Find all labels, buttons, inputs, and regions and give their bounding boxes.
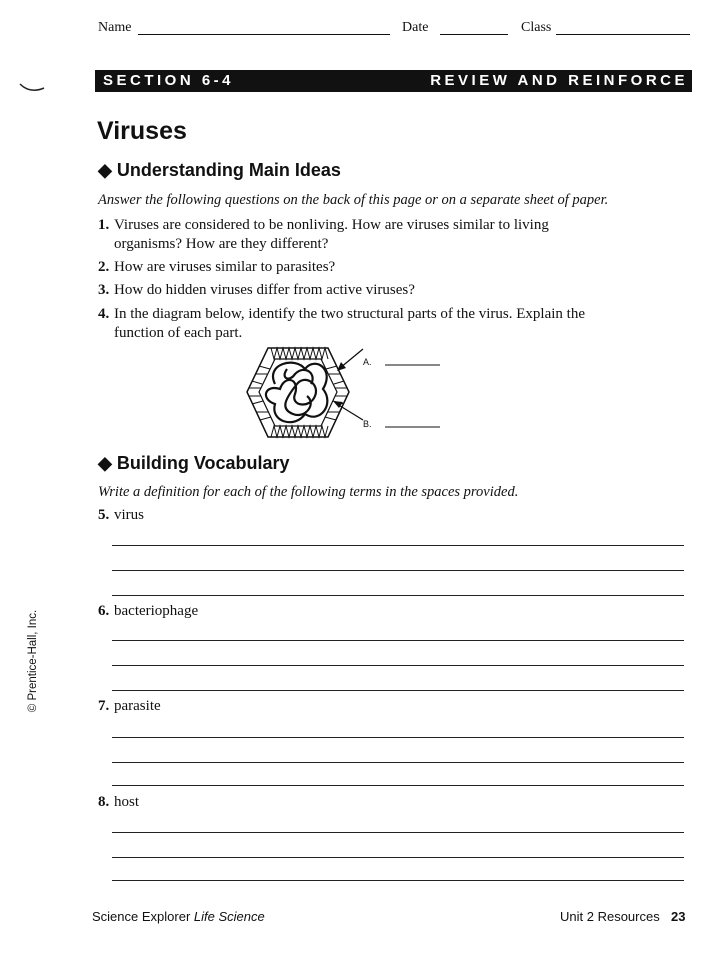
section-bar <box>95 70 692 92</box>
date-blank <box>440 34 508 35</box>
scan-mark <box>18 80 48 100</box>
name-blank <box>138 34 390 35</box>
capsid-protein-pattern <box>249 348 347 437</box>
answer-line[interactable] <box>112 880 684 881</box>
term-5: 5. virus <box>98 507 144 523</box>
term-8: 8. host <box>98 794 140 810</box>
question-2: 2. How are viruses similar to parasites? <box>98 259 336 275</box>
term-6: 6. bacteriophage <box>98 603 199 619</box>
label-b: B. <box>363 419 372 429</box>
section-number: SECTION 6-4 <box>103 72 235 89</box>
virus-diagram <box>235 344 445 444</box>
term-7: 7. parasite <box>98 698 161 714</box>
answer-line[interactable] <box>112 595 684 596</box>
class-label: Class <box>521 20 552 35</box>
footer-book: Science Explorer Life Science <box>92 909 265 924</box>
class-blank <box>556 34 690 35</box>
answer-line[interactable] <box>112 640 684 641</box>
date-label: Date <box>402 20 429 35</box>
copyright-notice: © Prentice-Hall, Inc. <box>27 609 40 713</box>
section-heading-main-ideas: ◆ Understanding Main Ideas <box>98 160 341 180</box>
label-a: A. <box>363 357 372 367</box>
answer-line[interactable] <box>112 832 684 833</box>
answer-line[interactable] <box>112 665 684 666</box>
answer-line[interactable] <box>112 785 684 786</box>
answer-line[interactable] <box>112 762 684 763</box>
answer-line[interactable] <box>112 545 684 546</box>
footer-unit: Unit 2 Resources <box>560 909 660 924</box>
name-label: Name <box>98 20 132 35</box>
question-4: 4. In the diagram below, identify the two structural parts of the virus. Explain the function of each part. <box>98 306 585 341</box>
arrow-b <box>337 404 363 420</box>
answer-line[interactable] <box>112 737 684 738</box>
instruction-vocabulary: Write a definition for each of the following terms in the spaces provided. <box>98 484 519 500</box>
answer-line[interactable] <box>112 570 684 571</box>
page-number: 23 <box>671 909 686 924</box>
diamond-icon: ◆ <box>98 160 117 180</box>
genetic-material <box>266 363 327 423</box>
answer-line[interactable] <box>112 690 684 691</box>
answer-line[interactable] <box>112 857 684 858</box>
question-1: 1. Viruses are considered to be nonliving. How are viruses similar to living organisms? How are they different? <box>98 217 549 252</box>
page-title: Viruses <box>97 117 187 145</box>
question-3: 3. How do hidden viruses differ from active viruses? <box>98 282 415 298</box>
diamond-icon: ◆ <box>98 453 117 473</box>
instruction-main-ideas: Answer the following questions on the back of this page or on a separate sheet of paper. <box>98 192 609 208</box>
capsid-outer <box>247 348 349 437</box>
section-heading-vocabulary: ◆ Building Vocabulary <box>98 453 290 473</box>
section-type: REVIEW AND REINFORCE <box>430 72 688 89</box>
